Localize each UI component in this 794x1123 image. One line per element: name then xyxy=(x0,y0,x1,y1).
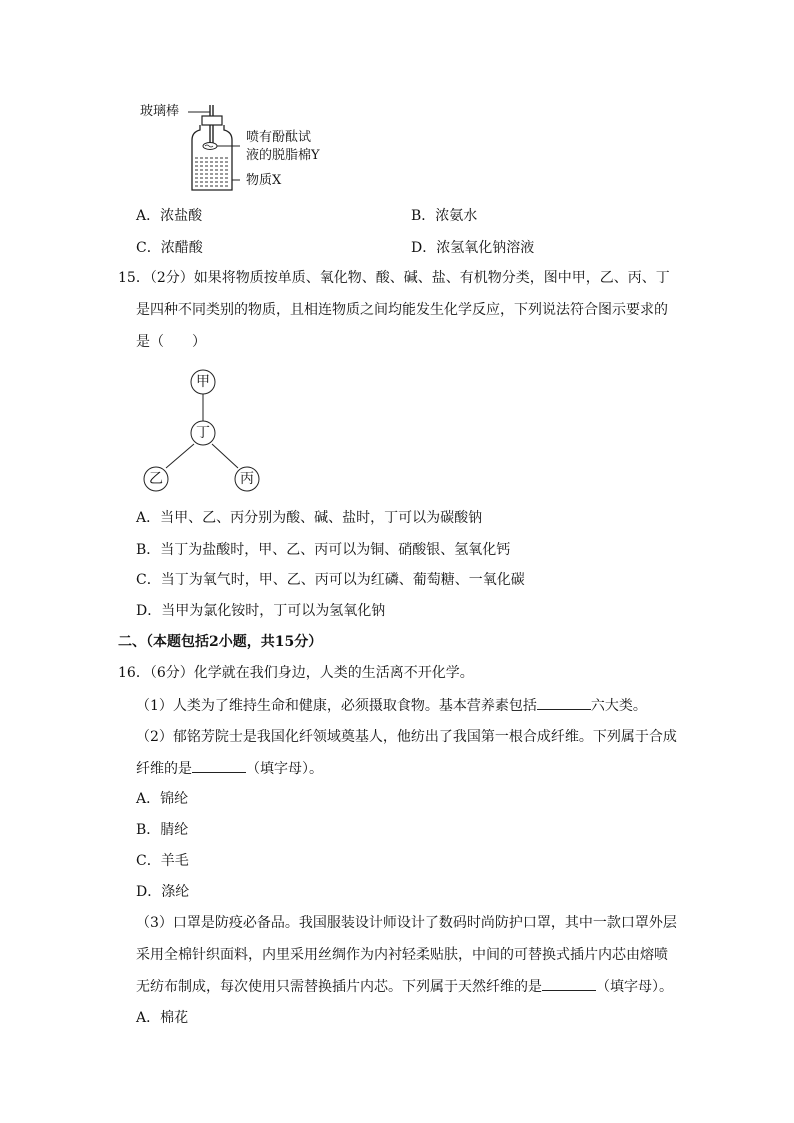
q15-option-b: B．当丁为盐酸时，甲、乙、丙可以为铜、硝酸银、氢氧化钙 xyxy=(136,542,511,558)
edge-center-right xyxy=(212,444,238,468)
q16-part2-line1: （2）郁铭芳院士是我国化纤领域奠基人，他纺出了我国第一根合成纤维。下列属于合成 xyxy=(136,729,677,745)
section-heading: 二、（本题包括2小题，共15分） xyxy=(118,634,323,650)
label-cotton-y-1: 喷有酚酞试 xyxy=(246,130,312,145)
q16-part3-text: 无纺布制成，每次使用只需替换插片内芯。下列属于天然纤维的是 xyxy=(136,979,542,995)
q14-option-b: B．浓氨水 xyxy=(411,208,478,224)
q16-part1-text: （1）人类为了维持生命和健康，必须摄取食物。基本营养素包括 xyxy=(136,698,537,714)
label-cotton-y-2: 液的脱脂棉Y xyxy=(246,148,320,163)
q16-part1 xyxy=(136,695,647,716)
substance-x xyxy=(195,158,229,186)
q16-part3-option-a: A．棉花 xyxy=(136,1010,189,1026)
q15-diagram xyxy=(140,366,270,494)
answer-blank-3[interactable] xyxy=(542,976,596,991)
q16-part2-option-b: B．腈纶 xyxy=(136,822,189,838)
edge-center-left xyxy=(166,444,194,468)
q16-part1-tail: 六大类。 xyxy=(590,698,647,714)
q15-stem-line1: 15．（2分）如果将物质按单质、氧化物、酸、碱、盐、有机物分类，图中甲，乙、丙、丁 xyxy=(118,270,670,286)
node-right-label: 丙 xyxy=(240,471,254,487)
q16-part2-text: 纤维的是 xyxy=(136,761,192,777)
q16-part2-option-c: C．羊毛 xyxy=(136,853,189,869)
q15-stem-line3: 是（ ） xyxy=(136,334,206,350)
q16-part2-option-d: D．涤纶 xyxy=(136,884,190,900)
q16-part2-line2 xyxy=(136,758,323,779)
q16-stem: 16．（6分）化学就在我们身边，人类的生活离不开化学。 xyxy=(118,665,474,681)
q14-option-a: A．浓盐酸 xyxy=(136,208,203,224)
q15-option-d: D．当甲为氯化铵时，丁可以为氢氧化钠 xyxy=(136,603,386,619)
q15-option-a: A．当甲、乙、丙分别为酸、碱、盐时，丁可以为碳酸钠 xyxy=(136,510,483,526)
q16-part2-option-a: A．锦纶 xyxy=(136,791,189,807)
node-top-label: 甲 xyxy=(196,374,210,390)
apparatus-figure xyxy=(140,100,340,196)
label-substance-x: 物质X xyxy=(246,173,282,188)
q16-part3-line2: 采用全棉针织面料，内里采用丝绸作为内衬轻柔贴肤，中间的可替换式插片内芯由熔喷 xyxy=(136,947,668,963)
q16-part3-line3 xyxy=(136,976,673,997)
node-left-label: 乙 xyxy=(149,471,163,487)
answer-blank-1[interactable] xyxy=(537,695,591,710)
answer-blank-2[interactable] xyxy=(192,758,246,773)
node-center-label: 丁 xyxy=(196,425,210,441)
label-glass-rod: 玻璃棒 xyxy=(140,104,180,119)
q15-stem-line2: 是四种不同类别的物质，且相连物质之间均能发生化学反应，下列说法符合图示要求的 xyxy=(136,302,668,318)
q16-part3-tail: （填字母）。 xyxy=(596,979,673,995)
q14-option-d: D．浓氢氧化钠溶液 xyxy=(411,240,535,256)
q14-option-c: C．浓醋酸 xyxy=(136,240,203,256)
q15-option-c: C．当丁为氧气时，甲、乙、丙可以为红磷、葡萄糖、一氧化碳 xyxy=(136,572,525,588)
stopper xyxy=(202,116,222,125)
q16-part3-line1: （3）口罩是防疫必备品。我国服装设计师设计了数码时尚防护口罩，其中一款口罩外层 xyxy=(136,915,677,931)
q16-part2-tail: （填字母）。 xyxy=(246,761,323,777)
